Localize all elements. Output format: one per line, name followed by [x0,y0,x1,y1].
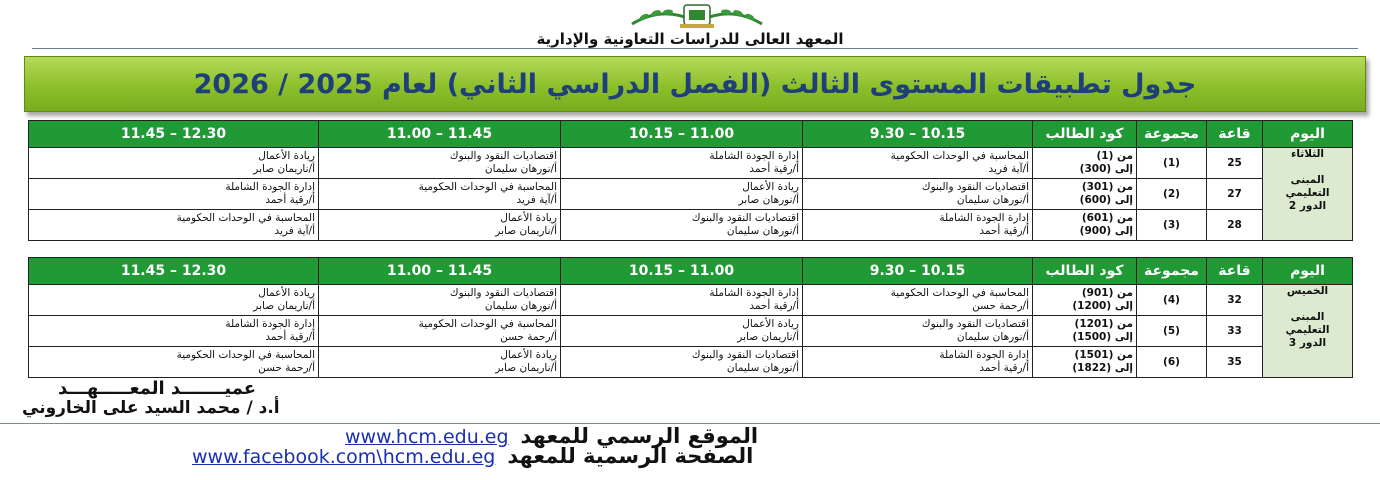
institute-name: المعهد العالى للدراسات التعاونية والإدارية [536,30,844,48]
course-cell: إدارة الجودة الشاملة أ/رقية أحمد [803,210,1033,241]
hall-cell: 35 [1207,347,1263,378]
col-group: مجموعة [1137,258,1207,285]
table-row [29,347,1353,378]
website-label: الموقع الرسمي للمعهد [520,424,759,448]
table-row [29,210,1353,241]
col-day: اليوم [1263,258,1353,285]
course-cell: المحاسبة في الوحدات الحكومية أ/رحمة حسن [29,347,319,378]
facebook-row [192,444,753,468]
institute-logo-icon [622,2,772,30]
hall-cell: 28 [1207,210,1263,241]
facebook-label: الصفحة الرسمية للمعهد [507,444,754,468]
day-cell: الخميس المبنى التعليمي الدور 3 [1263,285,1353,378]
code-cell: من (901) إلى (1200) [1033,285,1137,316]
banner-title: جدول تطبيقات المستوى الثالث (الفصل الدراسي الثاني) لعام 2025 / 2026 [193,68,1197,100]
course-cell: المحاسبة في الوحدات الحكومية أ/رحمة حسن [319,316,561,347]
group-cell: (5) [1137,316,1207,347]
course-cell: اقتصاديات النقود والبنوك أ/نورهان سليمان [561,347,803,378]
table-row [29,285,1353,316]
table-row [29,179,1353,210]
course-cell: اقتصاديات النقود والبنوك أ/نورهان سليمان [803,179,1033,210]
course-cell: ريادة الأعمال أ/ناريمان صابر [29,285,319,316]
schedule-banner [24,56,1366,112]
course-cell: المحاسبة في الوحدات الحكومية أ/آية فريد [319,179,561,210]
col-slot-1: 10.15 – 9.30 [803,121,1033,148]
course-cell: اقتصاديات النقود والبنوك أ/نورهان سليمان [319,148,561,179]
course-cell: المحاسبة في الوحدات الحكومية أ/آية فريد [29,210,319,241]
header-divider [32,48,1358,49]
course-cell: إدارة الجودة الشاملة أ/رقية أحمد [29,316,319,347]
table-row [29,148,1353,179]
course-cell: اقتصاديات النقود والبنوك أ/نورهان سليمان [319,285,561,316]
code-cell: من (1201) إلى (1500) [1033,316,1137,347]
day-cell: الثلاثاء المبنى التعليمي الدور 2 [1263,148,1353,241]
col-slot-4: 12.30 – 11.45 [29,258,319,285]
col-student-code: كود الطالب [1033,121,1137,148]
course-cell: إدارة الجودة الشاملة أ/رقية أحمد [561,285,803,316]
course-cell: اقتصاديات النقود والبنوك أ/نورهان سليمان [561,210,803,241]
course-cell: إدارة الجودة الشاملة أ/رقية أحمد [29,179,319,210]
group-cell: (3) [1137,210,1207,241]
col-slot-4: 12.30 – 11.45 [29,121,319,148]
course-cell: ريادة الأعمال أ/ناريمان صابر [561,316,803,347]
table-row [29,316,1353,347]
table-header-row [29,258,1353,285]
col-slot-3: 11.45 – 11.00 [319,121,561,148]
hall-cell: 33 [1207,316,1263,347]
course-cell: ريادة الأعمال أ/نورهان صابر [561,179,803,210]
code-cell: من (1501) إلى (1822) [1033,347,1137,378]
course-cell: اقتصاديات النقود والبنوك أ/نورهان سليمان [803,316,1033,347]
dean-name: أ.د / محمد السيد على الخاروني [22,398,280,418]
course-cell: إدارة الجودة الشاملة أ/رقية أحمد [803,347,1033,378]
col-slot-2: 11.00 – 10.15 [561,258,803,285]
col-hall: قاعة [1207,258,1263,285]
course-cell: ريادة الأعمال أ/ناريمان صابر [319,210,561,241]
code-cell: من (1) إلى (300) [1033,148,1137,179]
course-cell: ريادة الأعمال أ/ناريمان صابر [319,347,561,378]
col-group: مجموعة [1137,121,1207,148]
schedule-table-thursday [28,257,1353,378]
schedule-table-tuesday [28,120,1353,241]
col-hall: قاعة [1207,121,1263,148]
group-cell: (1) [1137,148,1207,179]
col-slot-3: 11.45 – 11.00 [319,258,561,285]
group-cell: (6) [1137,347,1207,378]
hall-cell: 32 [1207,285,1263,316]
group-cell: (4) [1137,285,1207,316]
col-slot-2: 11.00 – 10.15 [561,121,803,148]
col-student-code: كود الطالب [1033,258,1137,285]
code-cell: من (601) إلى (900) [1033,210,1137,241]
course-cell: ريادة الأعمال أ/ناريمان صابر [29,148,319,179]
hall-cell: 27 [1207,179,1263,210]
hall-cell: 25 [1207,148,1263,179]
website-link[interactable]: www.hcm.edu.eg [345,426,509,448]
table-header-row [29,121,1353,148]
course-cell: المحاسبة في الوحدات الحكومية أ/رحمة حسن [803,285,1033,316]
code-cell: من (301) إلى (600) [1033,179,1137,210]
col-slot-1: 10.15 – 9.30 [803,258,1033,285]
col-day: اليوم [1263,121,1353,148]
facebook-link[interactable]: www.facebook.com\hcm.edu.eg [192,446,496,468]
course-cell: إدارة الجودة الشاملة أ/رقية أحمد [561,148,803,179]
course-cell: المحاسبة في الوحدات الحكومية أ/آية فريد [803,148,1033,179]
group-cell: (2) [1137,179,1207,210]
dean-title: عميـــــــد المعـــــهـــد [58,378,257,399]
